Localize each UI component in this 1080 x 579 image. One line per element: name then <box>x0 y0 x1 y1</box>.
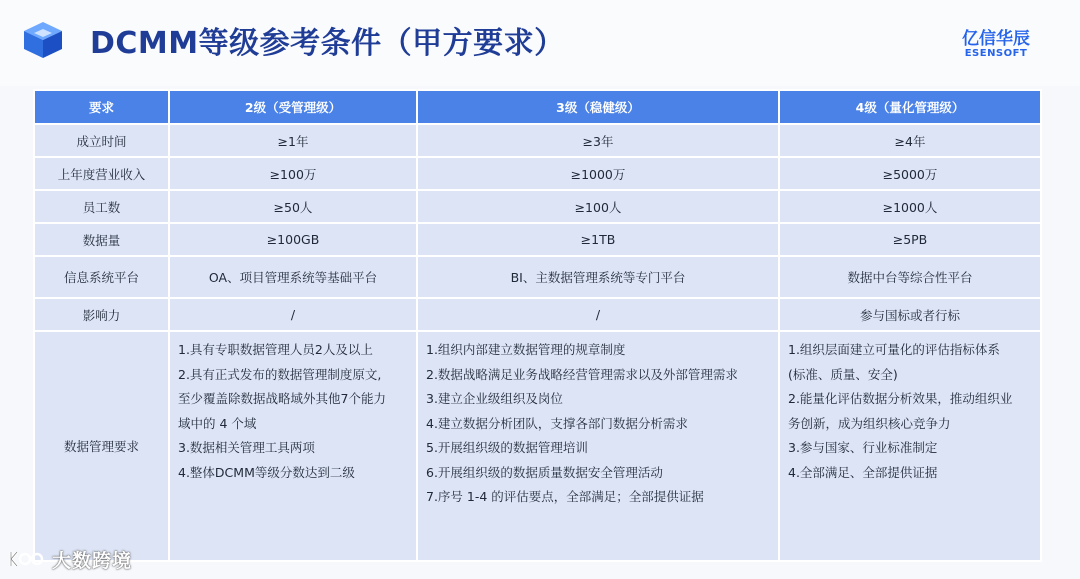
row-label: 员工数 <box>34 190 169 223</box>
requirement-line: 2.具有正式发布的数据管理制度原文, <box>178 366 382 382</box>
requirement-line: 5.开展组织级的数据管理培训 <box>426 440 588 455</box>
brand-name-cn: 亿信华辰 <box>962 29 1030 49</box>
table-row <box>34 190 1041 223</box>
table-row <box>34 124 1041 157</box>
table-cell: ≥1000人 <box>779 190 1041 223</box>
table-row-requirements <box>34 331 1041 561</box>
table-cell: ≥1年 <box>169 124 417 157</box>
requirement-line: 3.参与国家、行业标准制定 <box>788 440 938 455</box>
table-row <box>34 157 1041 190</box>
header-cell-level2: 2级（受管理级） <box>169 90 417 124</box>
requirement-line: 1.具有专职数据管理人员2人及以上 <box>178 342 373 357</box>
row-label: 数据管理要求 <box>34 331 169 561</box>
requirement-line: 2.能量化评估数据分析效果，推动组织业 <box>788 391 1013 406</box>
row-label: 数据量 <box>34 223 169 256</box>
requirement-line: 4.整体DCMM等级分数达到二级 <box>178 464 355 480</box>
table-cell: 数据中台等综合性平台 <box>779 256 1041 298</box>
row-label: 影响力 <box>34 298 169 331</box>
watermark-logo-icon <box>8 548 48 570</box>
table-cell: ≥3年 <box>417 124 779 157</box>
row-label: 上年度营业收入 <box>34 157 169 190</box>
cube-logo-icon <box>20 20 66 60</box>
page-title: DCMM等级参考条件（甲方要求） <box>90 26 565 61</box>
table-row <box>34 223 1041 256</box>
requirement-line: 4.建立数据分析团队，支撑各部门数据分析需求 <box>426 415 688 431</box>
header-cell-level3: 3级（稳健级） <box>417 90 779 124</box>
requirement-line: 3.数据相关管理工具两项 <box>178 440 315 455</box>
table-cell: ≥5000万 <box>779 157 1041 190</box>
table-cell: 参与国标或者行标 <box>779 298 1041 331</box>
requirement-line: 7.序号 1-4 的评估要点，全部满足；全部提供证据 <box>426 489 704 504</box>
table-cell: BI、主数据管理系统等专门平台 <box>417 256 779 298</box>
requirement-line: 至少覆盖除数据战略域外其他7个能力 <box>178 391 386 406</box>
table-row <box>34 256 1041 298</box>
table-cell: OA、项目管理系统等基础平台 <box>169 256 417 298</box>
watermark <box>8 545 132 573</box>
requirement-line: (标准、质量、安全) <box>788 366 898 382</box>
table-header-row <box>34 90 1041 124</box>
row-label: 成立时间 <box>34 124 169 157</box>
table-cell: ≥100人 <box>417 190 779 223</box>
table-cell: ≥50人 <box>169 190 417 223</box>
requirement-line: 4.全部满足、全部提供证据 <box>788 464 938 480</box>
brand-logo <box>962 30 1030 60</box>
requirement-line: 1.组织层面建立可量化的评估指标体系 <box>788 342 1000 357</box>
header-cell-level4: 4级（量化管理级） <box>779 90 1041 124</box>
table-cell: ≥5PB <box>779 223 1041 256</box>
table-cell: ≥1TB <box>417 223 779 256</box>
slide-header <box>0 0 1080 86</box>
table-row <box>34 298 1041 331</box>
table-cell: / <box>169 298 417 331</box>
watermark-text: 大数跨境 <box>52 549 133 572</box>
requirement-line: 6.开展组织级的数据质量数据安全管理活动 <box>426 464 663 480</box>
table-cell: ≥4年 <box>779 124 1041 157</box>
level3-requirements-cell <box>417 331 779 561</box>
requirement-line: 3.建立企业级组织及岗位 <box>426 391 563 406</box>
requirement-line: 务创新，成为组织核心竞争力 <box>788 415 951 431</box>
requirement-line: 1.组织内部建立数据管理的规章制度 <box>426 342 626 357</box>
requirement-line: 2.数据战略满足业务战略经营管理需求以及外部管理需求 <box>426 366 738 382</box>
requirement-line: 域中的 4 个域 <box>178 415 257 431</box>
header-cell-requirement: 要求 <box>34 90 169 124</box>
table-cell: ≥1000万 <box>417 157 779 190</box>
table-cell: ≥100GB <box>169 223 417 256</box>
table-cell: / <box>417 298 779 331</box>
dcmm-requirements-table <box>33 89 1042 562</box>
brand-name-en: ESENSOFT <box>964 48 1028 59</box>
table-cell: ≥100万 <box>169 157 417 190</box>
row-label: 信息系统平台 <box>34 256 169 298</box>
level2-requirements-cell <box>169 331 417 561</box>
level4-requirements-cell <box>779 331 1041 561</box>
